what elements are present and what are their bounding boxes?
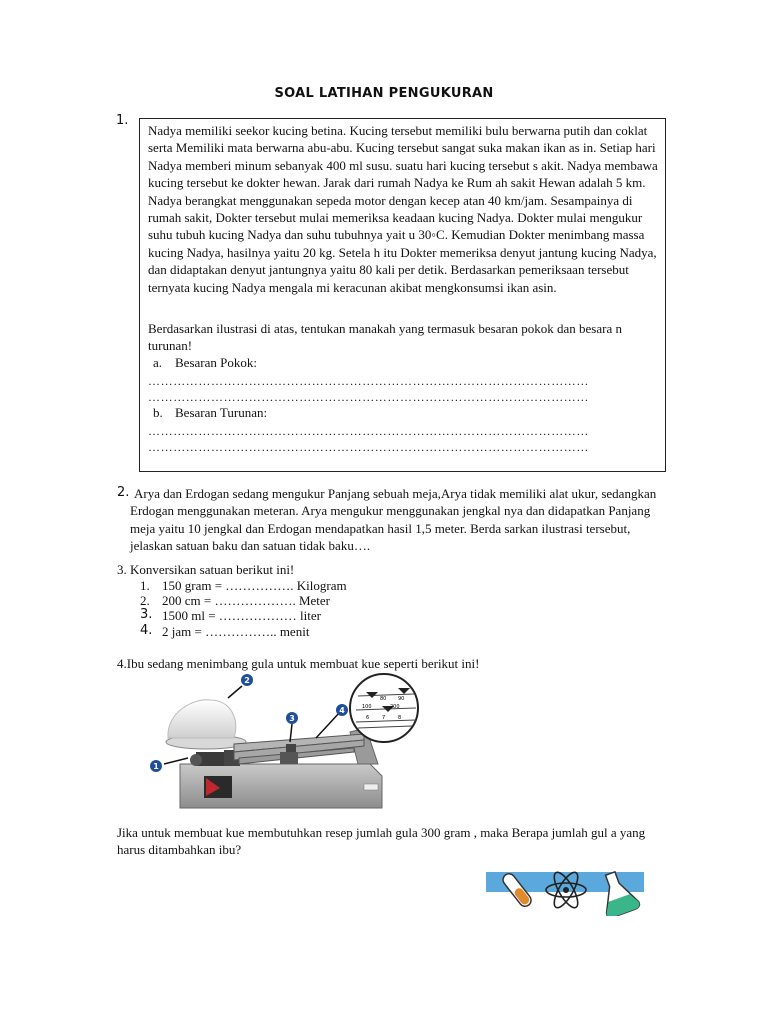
q3-heading: 3. Konversikan satuan berikut ini!	[117, 562, 295, 577]
q3-item-3-number: 3.	[140, 607, 153, 622]
q1-b-text: Besaran Turunan:	[175, 405, 268, 420]
q4-heading: 4.Ibu sedang menimbang gula untuk membuat kue seperti berikut ini!	[117, 656, 480, 671]
q1-b-answer-line-2[interactable]: ……………………………………………………………………………………………	[148, 440, 589, 454]
q3-item-1: 150 gram = ……………. Kilogram	[162, 578, 347, 593]
scale-tick-8: 8	[398, 715, 402, 721]
q3-item-3: 1500 ml = ……………… liter	[162, 608, 321, 623]
triple-beam-balance-image	[144, 672, 429, 814]
scale-tick-100: 100	[362, 704, 372, 710]
q1-b-label: b.	[153, 405, 163, 420]
q1-a-answer-line-2[interactable]: ……………………………………………………………………………………………	[148, 390, 589, 404]
q1-a-label: a.	[153, 355, 163, 370]
zero-adjust-knob	[190, 754, 202, 766]
svg-text:2: 2	[244, 676, 250, 685]
q1-prompt: Berdasarkan ilustrasi di atas, tentukan manakah yang termasuk besaran pokok dan besara n turunan!	[148, 321, 622, 354]
scale-tick-90: 90	[398, 696, 405, 702]
q2-text: Arya dan Erdogan sedang mengukur Panjang sebuah meja,Arya tidak memiliki alat ukur, sedangkan Erdogan menggunakan meteran. Arya mengukur menggunakan jengkal nya dan didapatkan Panjang meja yaitu 10 jengkal dan Erdogan mendapatkan hasil 1,5 meter. Berda sarkan ilustrasi tersebut, jelaskan satuan baku dan satuan tidak baku….	[130, 486, 657, 554]
q1-number: 1.	[116, 113, 129, 128]
q1-story: Nadya memiliki seekor kucing betina. Kucing tersebut memiliki bulu berwarna putih dan coklat serta Memiliki mata berwarna abu-abu. Kucing tersebut sangat suka makan ikan as in. Setiap hari Nadya memberi minum sebanyak 400 ml susu. suatu hari kucing tersebut s akit. Nadya membawa kucing tersebut ke dokter hewan. Jarak dari rumah Nadya ke Rum ah sakit Hewan adalah 5 km. Nadya berangkat menggunakan sepeda motor dengan kecep atan 40 km/jam. Sesampainya di rumah sakit, Dokter tersebut mulai memeriksa keadaan kucing Nadya. Dokter mulai mengukur suhu tubuh kucing Nadya dan suhu tubuhnya yait u 30◦C. Kemudian Dokter menimbang massa kucing Nadya, hasilnya yaitu 20 kg. Setela h itu Dokter memeriksa denyut jantung kucing Nadya, dan didaptakan denyut jantungnya yaitu 80 kali per detik. Berdasarkan pemeriksaan tersebut ternyata kucing Nadya mengala mi keracunan akibat mengkonsumsi ikan asin.	[148, 123, 658, 295]
q3-item-4: 2 jam = …………….. menit	[162, 624, 310, 639]
q4-question: Jika untuk membuat kue membutuhkan resep jumlah gula 300 gram , maka Berapa jumlah gul a yang harus ditambahkan ibu?	[117, 825, 646, 858]
svg-text:4: 4	[339, 706, 345, 715]
scale-tick-7: 7	[382, 715, 386, 721]
q3-item-1-number: 1.	[140, 578, 150, 593]
q3-item-2: 200 cm = ………………. Meter	[162, 593, 331, 608]
page-title: SOAL LATIHAN PENGUKURAN	[274, 86, 494, 101]
q1-a-answer-line-1[interactable]: ……………………………………………………………………………………………	[148, 374, 589, 388]
scale-tick-80: 80	[380, 696, 387, 702]
svg-text:1: 1	[153, 762, 159, 771]
sugar-bag	[168, 700, 236, 738]
svg-text:3: 3	[289, 714, 295, 723]
q1-b-answer-line-1[interactable]: ……………………………………………………………………………………………	[148, 424, 589, 438]
scale-tick-200: 200	[390, 704, 400, 710]
scale-tick-6: 6	[366, 715, 370, 721]
q3-item-2-number: 2.	[140, 593, 150, 608]
q3-item-4-number: 4.	[140, 623, 153, 638]
science-banner	[486, 866, 646, 916]
q1-a-text: Besaran Pokok:	[175, 355, 257, 370]
q2-number: 2.	[117, 485, 130, 500]
